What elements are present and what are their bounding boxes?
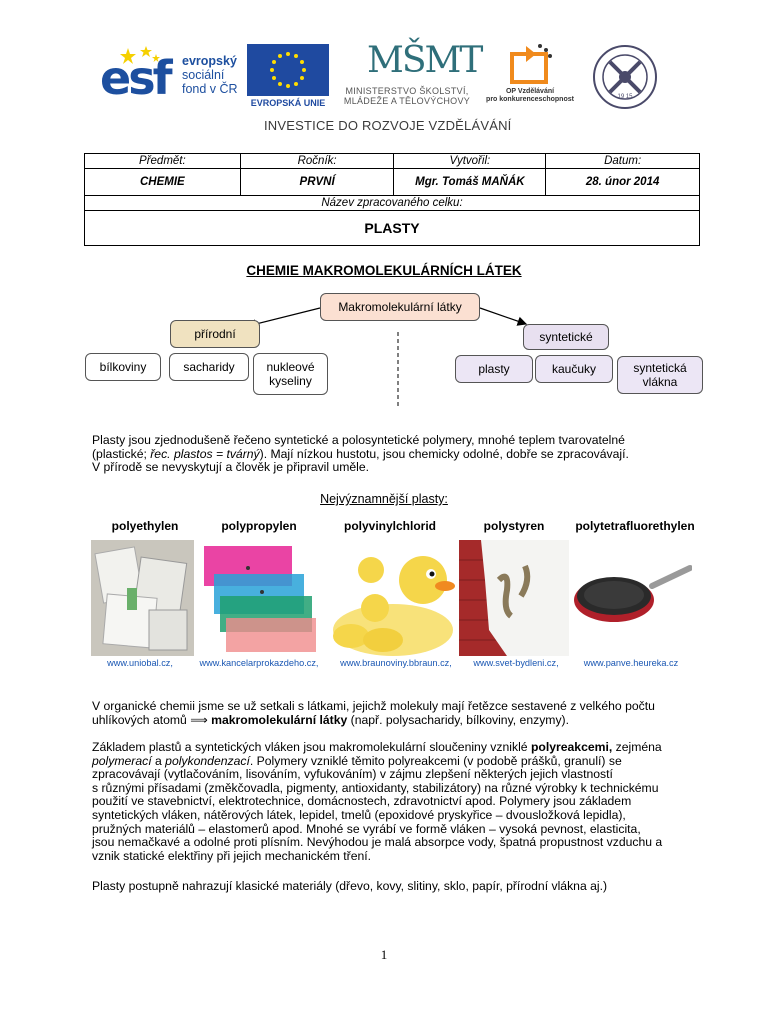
value-subject: CHEMIE: [85, 169, 241, 196]
node-synthetic: syntetické: [523, 324, 609, 350]
node-plastics: plasty: [455, 355, 533, 383]
plastic-name-polypropylen: polypropylen: [221, 519, 297, 533]
node-proteins: bílkoviny: [85, 353, 161, 381]
plastics-heading: Nejvýznamnější plasty:: [320, 492, 448, 506]
organic-paragraph: V organické chemii jsme se už setkali s látkami, jejichž molekuly mají řetězce sestavené z velkého počtu uhlíkových atomů ⟹ makromolekulární látky (např. polysacharidy, bílkoviny, enzymy).: [92, 699, 655, 727]
intro-paragraph: Plasty jsou zjednodušeně řečeno syntetické a polosyntetické polymery, mnohé teplem tvarovatelné (plastické; řec. plastos = tvárný). Mají nízkou hustotu, jsou chemicky odolné, dobře se zpracovávají. V přírodě se nevyskytují a člověk je připravil uměle.: [92, 433, 629, 475]
label-subject: Předmět:: [85, 154, 241, 169]
tagline: INVESTICE DO ROZVOJE VZDĚLÁVÁNÍ: [264, 118, 512, 133]
op-logo: [484, 42, 576, 112]
source-braunoviny: www.braunoviny.bbraun.cz,: [340, 658, 452, 668]
seal-icon: [592, 44, 658, 110]
seal-year: 19 15: [617, 94, 633, 100]
node-natural: přírodní: [170, 320, 260, 348]
eu-logo: [247, 44, 329, 110]
header-values-row: [85, 169, 700, 196]
classification-diagram: [80, 288, 720, 414]
value-date: 28. únor 2014: [546, 169, 700, 196]
esf-letters: esf: [100, 51, 170, 105]
arrow-to-synthetic: [480, 308, 526, 324]
op-arrow-icon: [506, 42, 554, 86]
node-synthetic-fibres: syntetická vlákna: [617, 356, 703, 394]
label-author: Vytvořil:: [394, 154, 546, 169]
node-saccharides: sacharidy: [169, 353, 249, 381]
msmt-logo: [337, 40, 482, 112]
label-date: Datum:: [546, 154, 700, 169]
eu-caption: EVROPSKÁ UNIE: [250, 98, 326, 108]
topic-label-row: [85, 196, 700, 211]
polyethylen-image: [91, 540, 194, 656]
polyvinylchlorid-image: [331, 540, 455, 656]
header-table: [84, 153, 700, 246]
topic-title: PLASTY: [85, 211, 700, 246]
page-number: 1: [380, 947, 388, 962]
source-svet-bydleni: www.svet-bydleni.cz,: [473, 658, 559, 668]
value-author: Mgr. Tomáš MAŇÁK: [394, 169, 546, 196]
implies-arrow-icon: ⟹: [190, 712, 208, 727]
value-grade: PRVNÍ: [240, 169, 394, 196]
plastic-name-ptfe: polytetrafluorethylen: [575, 519, 695, 533]
basis-paragraph: Základem plastů a syntetických vláken jsou makromolekulární sloučeniny vzniklé polyreakcemi, zejména polymerací a polykondenzací. Polymery vzniklé těmito polyreakcemi (v podobě prášků, granulí) se zpracovávají (vytlačováním, lisováním, vyfukováním) v zájmu zlepšení některých jejich vlastností s různými přísadami (změkčovadla, pigmenty, antioxidanty, stabilizátory) na různé výrobky k technickému použití ve stavebnictví, elektrotechnice, domácnostech, zdravotnictví apod. Polymery jsou základem syntetických vláken, nátěrových látek, lepidel, tmelů (epoxidové pryskyřice – dvousložková lepidla), pružných materiálů – elastomerů apod. Mnohé se vyrábí ve formě vláken – vysoká pevnost, elasticita, jsou nemačkavé a odolné proti plísním. Nevýhodou je malá absorpce vody, špatná propustnost vzduchu a vznik statické elektřiny při jejich mechanickém tření.: [92, 740, 663, 863]
ptfe-pan-image: [572, 540, 692, 656]
op-caption: OP Vzdělávání pro konkurenceschopnost: [486, 88, 574, 103]
polystyren-image: [459, 540, 569, 656]
school-seal-logo: [592, 44, 658, 110]
node-macromolecular: Makromolekulární látky: [320, 293, 480, 321]
source-kancelar: www.kancelarprokazdeho.cz,: [199, 658, 319, 668]
topic-row: [85, 211, 700, 246]
esf-logo: [100, 44, 238, 112]
topic-label: Název zpracovaného celku:: [85, 196, 700, 211]
msmt-caption: MINISTERSTVO ŠKOLSTVÍ, MLÁDEŽE A TĚLOVÝCHOVY: [343, 86, 471, 106]
node-rubbers: kaučuky: [535, 355, 613, 383]
plastic-name-polyethylen: polyethylen: [111, 519, 179, 533]
header-labels-row: [85, 154, 700, 169]
label-grade: Ročník:: [240, 154, 394, 169]
polypropylen-image: [202, 540, 318, 656]
plastic-name-polyvinylchlorid: polyvinylchlorid: [343, 519, 436, 533]
esf-text: evropský sociální fond v ČR: [182, 54, 238, 96]
node-nucleic-acids: nukleové kyseliny: [253, 353, 328, 395]
source-panve: www.panve.heureka.cz: [583, 658, 679, 668]
plastic-name-polystyren: polystyren: [483, 519, 545, 533]
section-title: CHEMIE MAKROMOLEKULÁRNÍCH LÁTEK: [246, 263, 522, 278]
msmt-mark: MŠMT: [367, 40, 482, 81]
closing-paragraph: Plasty postupně nahrazují klasické materiály (dřevo, kovy, slitiny, sklo, papír, přírodní vlákna aj.): [92, 879, 608, 893]
eu-stars-icon: [247, 44, 329, 96]
eu-flag: [247, 44, 329, 96]
source-uniobal: www.uniobal.cz,: [107, 658, 173, 668]
